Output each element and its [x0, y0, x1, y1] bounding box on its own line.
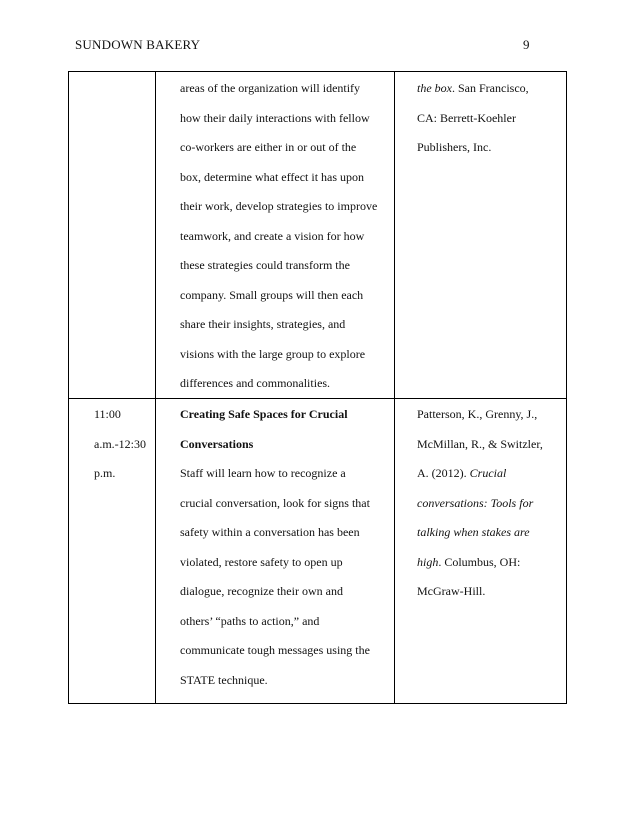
table-cell-description-row2: [180, 400, 390, 695]
running-head: SUNDOWN BAKERY: [75, 37, 201, 52]
reference-line: McMillan, R., & Switzler,: [417, 436, 543, 451]
description-line: communicate tough messages using the: [180, 643, 370, 657]
table-cell-time-row2: [94, 400, 154, 489]
description-line: company. Small groups will then each: [180, 287, 364, 302]
reference-line: high. Columbus, OH:: [417, 554, 521, 569]
table-column-divider: [155, 72, 156, 703]
reference-line: the box. San Francisco,: [417, 81, 529, 95]
description-line: others’ “paths to action,” and: [180, 613, 320, 628]
description-line: these strategies could transform the: [180, 258, 350, 272]
table-cell-reference-row1: [417, 74, 565, 163]
time-line: 11:00: [94, 407, 121, 421]
description-line: visions with the large group to explore: [180, 346, 366, 361]
reference-line: Publishers, Inc.: [417, 140, 492, 154]
description-line: differences and commonalities.: [180, 376, 331, 390]
time-line: p.m.: [94, 466, 116, 480]
description-line: box, determine what effect it has upon: [180, 169, 365, 184]
table-cell-reference-row2: [417, 400, 565, 607]
description-line: safety within a conversation has been: [180, 525, 360, 539]
description-line: crucial conversation, look for signs that: [180, 495, 370, 510]
page-number: 9: [523, 37, 530, 52]
description-line: how their daily interactions with fellow: [180, 110, 370, 125]
agenda-table: [68, 71, 567, 704]
time-line: a.m.-12:30: [94, 436, 146, 451]
reference-line: talking when stakes are: [417, 525, 530, 539]
reference-line: CA: Berrett-Koehler: [417, 110, 516, 125]
description-line: teamwork, and create a vision for how: [180, 228, 365, 243]
description-line: dialogue, recognize their own and: [180, 584, 343, 598]
description-line: Staff will learn how to recognize a: [180, 466, 346, 480]
session-title: Conversations: [180, 436, 254, 451]
description-line: co-workers are either in or out of the: [180, 140, 357, 154]
description-line: share their insights, strategies, and: [180, 317, 346, 331]
description-line: their work, develop strategies to improve: [180, 199, 378, 213]
reference-line: A. (2012). Crucial: [417, 466, 507, 480]
table-cell-time-row1: [69, 72, 155, 398]
description-line: STATE technique.: [180, 672, 268, 687]
reference-line: McGraw-Hill.: [417, 584, 486, 598]
description-line: areas of the organization will identify: [180, 81, 361, 95]
session-title: Creating Safe Spaces for Crucial: [180, 407, 348, 421]
table-column-divider: [394, 72, 395, 703]
reference-line: Patterson, K., Grenny, J.,: [417, 407, 538, 421]
table-cell-description-row1: [180, 74, 390, 399]
description-line: violated, restore safety to open up: [180, 554, 343, 569]
reference-line: conversations: Tools for: [417, 495, 534, 510]
